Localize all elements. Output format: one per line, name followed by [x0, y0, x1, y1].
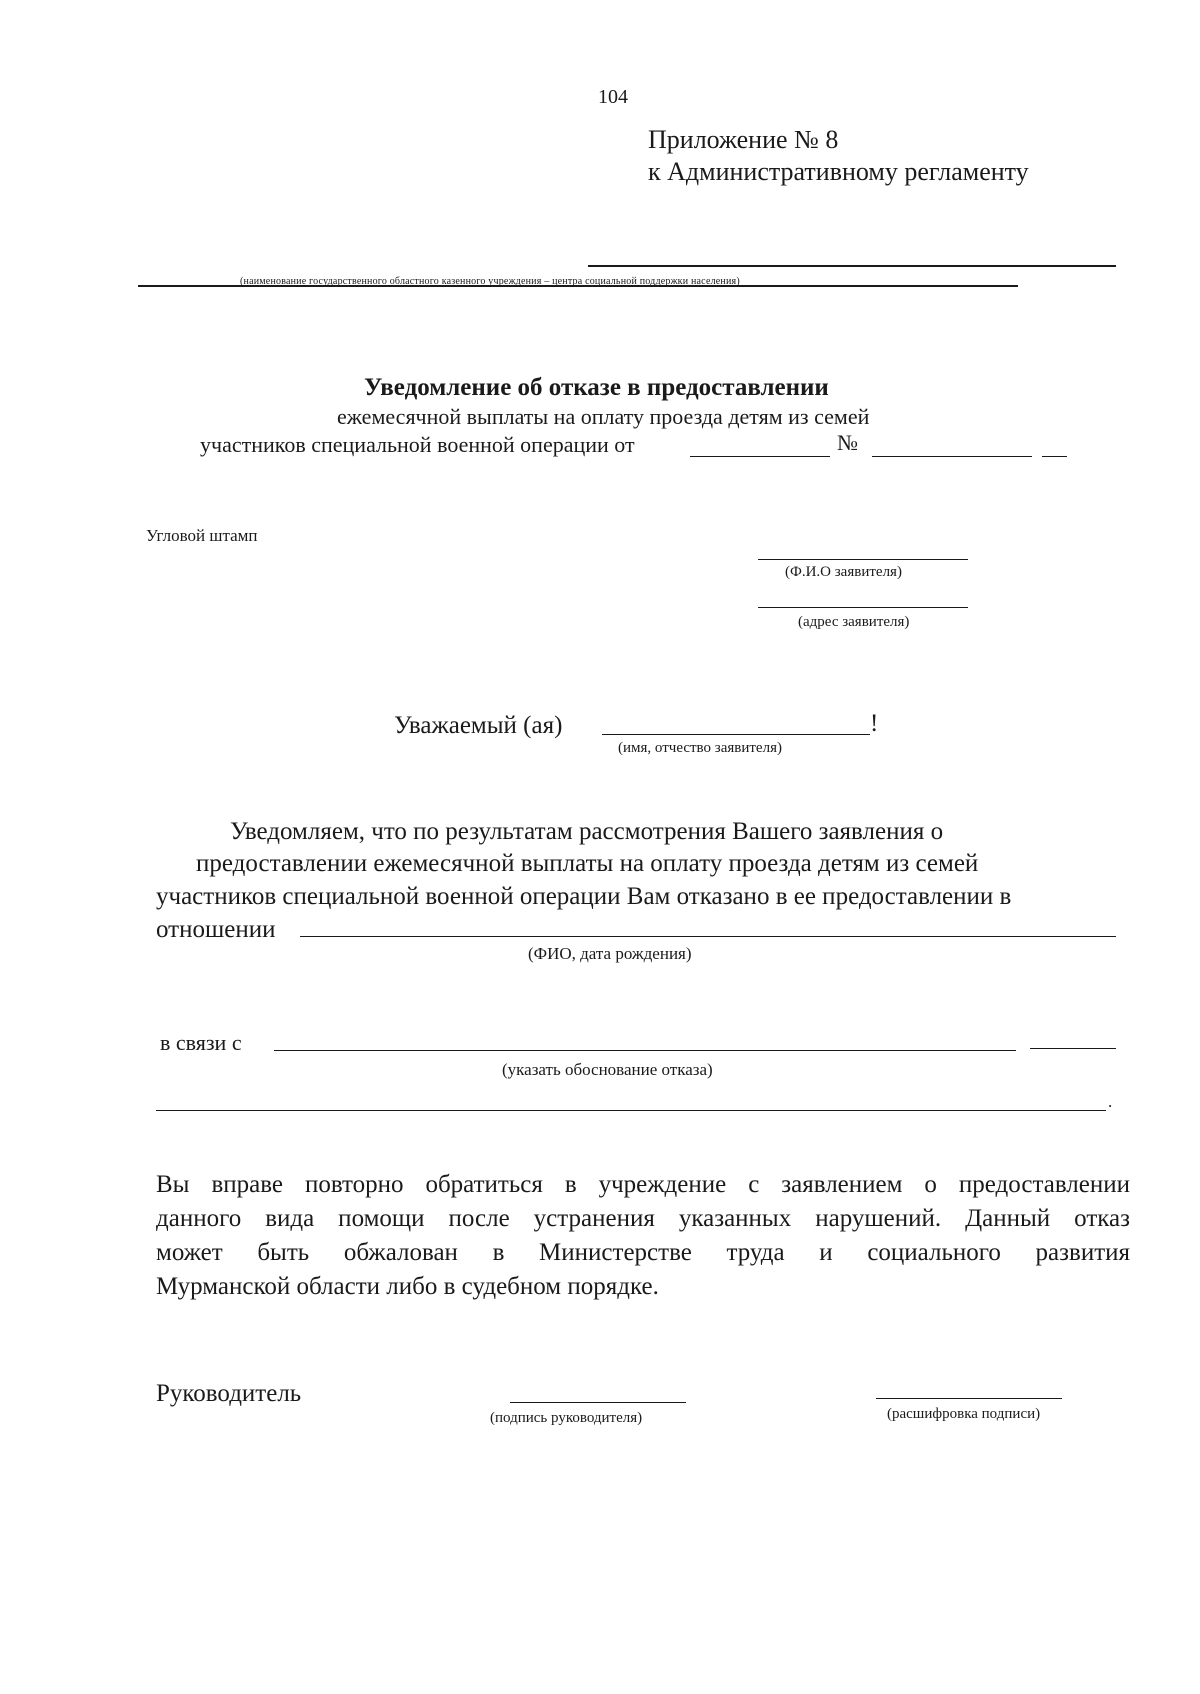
number-field-line: [872, 456, 1032, 457]
signature-decode-caption: (расшифровка подписи): [887, 1406, 1041, 1422]
appendix-reference: [648, 124, 1029, 188]
greeting-caption: (имя, отчество заявителя): [618, 740, 782, 756]
number-sign: №: [837, 430, 858, 455]
greeting-text: Уважаемый (ая): [394, 712, 563, 739]
reason-prefix: в связи с: [160, 1030, 242, 1055]
appendix-title: Приложение № 8: [648, 125, 839, 154]
applicant-address-line: [758, 607, 968, 608]
document-subtitle-line3: участников специальной военной операции от: [200, 432, 635, 457]
notice-line-3: участников специальной военной операции Вам отказано в ее предоставлении в: [156, 883, 1012, 910]
signature-role: Руководитель: [156, 1380, 302, 1407]
child-name-caption: (ФИО, дата рождения): [528, 944, 692, 963]
page-number: 104: [598, 86, 628, 108]
appendix-regulation: к Административному регламенту: [648, 157, 1029, 186]
reason-line-2: [156, 1110, 1106, 1111]
document-title: Уведомление об отказе в предоставлении: [364, 374, 829, 401]
reason-line: [274, 1050, 1016, 1051]
notice-line-1: Уведомляем, что по результатам рассмотрения Вашего заявления о: [230, 818, 944, 845]
rights-line-1: Вы вправе повторно обратиться в учреждение с заявлением о предоставлении: [156, 1171, 1130, 1198]
institution-caption: (наименование государственного областного казенного учреждения – центра социальной поддержки населения): [240, 276, 740, 287]
child-name-line: [300, 936, 1116, 937]
document-subtitle: ежемесячной выплаты на оплату проезда детям из семей: [337, 404, 870, 429]
number-field-line-tail: [1042, 456, 1067, 457]
institution-line-upper: [588, 265, 1116, 267]
applicant-name-line: [758, 559, 968, 560]
rights-line-2: данного вида помощи после устранения указанных нарушений. Данный отказ: [156, 1205, 1130, 1232]
signature-caption: (подпись руководителя): [490, 1410, 643, 1426]
rights-line-3: может быть обжалован в Министерстве труда и социального развития: [156, 1239, 1130, 1266]
corner-stamp: Угловой штамп: [146, 526, 258, 545]
applicant-address-caption: (адрес заявителя): [798, 614, 910, 630]
greeting-exclaim: !: [870, 710, 879, 737]
reason-caption: (указать обоснование отказа): [502, 1060, 713, 1079]
notice-line-2: предоставлении ежемесячной выплаты на оплату проезда детям из семей: [196, 850, 979, 877]
greeting-name-line: [602, 734, 870, 735]
notice-line-4: отношении: [156, 916, 276, 943]
signature-decode-line: [876, 1398, 1062, 1399]
date-field-line: [690, 456, 830, 457]
applicant-name-caption: (Ф.И.О заявителя): [785, 564, 902, 580]
rights-line-4: Мурманской области либо в судебном порядке.: [156, 1273, 659, 1300]
reason-end-mark: .: [1108, 1092, 1113, 1111]
signature-line: [510, 1402, 686, 1403]
reason-line-tail: [1030, 1048, 1116, 1049]
rights-paragraph: [156, 1168, 1130, 1304]
